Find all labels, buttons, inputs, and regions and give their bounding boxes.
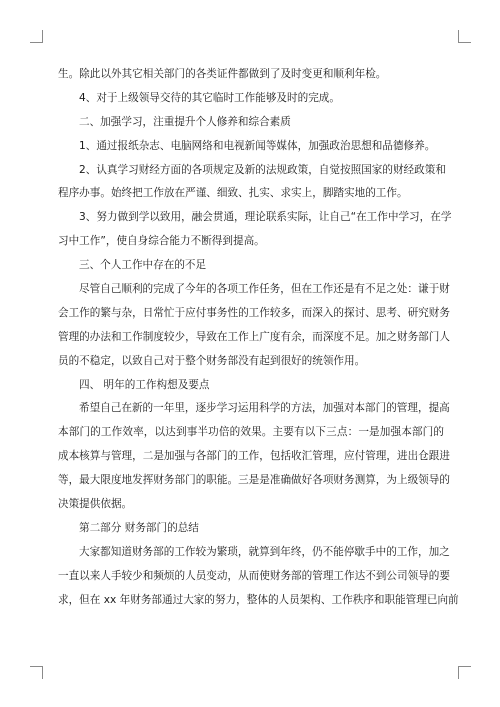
text-line: 大家都知道财务部的工作较为繁琐，就算到年终，仍不能停歇手中的工作，加之 <box>79 545 450 558</box>
text-line: 求，但在 xx 年财务部通过大家的努力，整体的人员架构、工作秩序和职能管理已向前 <box>58 593 459 606</box>
text-line: 三、个人工作中存在的不足 <box>79 259 207 272</box>
document-body <box>58 63 459 612</box>
text-line: 一直以来人手较少和频烦的人员变动，从而使财务部的管理工作达不到公司领导的要 <box>58 569 450 582</box>
text-line: 尽管自己顺利的完成了今年的各项工作任务，但在工作还是有不足之处：谦于财 <box>79 283 450 296</box>
text-line: 程序办事。始终把工作放在严谨、细致、扎实、求实上，脚踏实地的工作。 <box>58 187 408 200</box>
text-line: 4、对于上级领导交待的其它临时工作能够及时的完成。 <box>79 91 340 104</box>
text-line: 四、 明年的工作构想及要点 <box>79 378 210 391</box>
text-line: 第二部分 财务部门的总结 <box>79 521 199 534</box>
crop-mark-top-left <box>30 30 43 43</box>
text-line: 本部门的工作效率，以达到事半功倍的效果。主要有以下三点：一是加强本部门的 <box>58 426 444 439</box>
crop-mark-bottom-right <box>458 666 471 679</box>
crop-mark-top-right <box>458 30 471 43</box>
text-line: 二、加强学习，注重提升个人修养和综合素质 <box>79 115 291 128</box>
text-line: 3、努力做到学以致用，融会贯通，理论联系实际，让自己“在工作中学习，在学 <box>79 211 452 224</box>
text-line: 决策提供依据。 <box>58 498 133 511</box>
text-line: 希望自己在新的一年里，逐步学习运用科学的方法，加强对本部门的管理，提高 <box>79 402 450 415</box>
text-line: 1、通过报纸杂志、电脑网络和电视新闻等媒体，加强政治思想和品德修养。 <box>79 139 436 152</box>
text-line: 管理的办法和工作制度较少，导致在工作上广度有余，而深度不足。加之财务部门人 <box>58 330 450 343</box>
text-line: 2、认真学习财经方面的各项规定及新的法规政策，自觉按照国家的财经政策和 <box>79 163 446 176</box>
text-line: 员的不稳定，以致自己对于整个财务部没有起到很好的统领作用。 <box>58 354 366 367</box>
text-line: 成本核算与管理，二是加强与各部门的工作，包括收汇管理，应付管理，进出仓跟进 <box>58 450 450 463</box>
text-line: 生。除此以外其它相关部门的各类证件都做到了及时变更和顺利年检。 <box>58 68 387 80</box>
text-line: 等，最大限度地发挥财务部门的职能。三是是准确做好各项财务测算，为上级领导的 <box>58 474 450 487</box>
text-line: 会工作的繁与杂，日常忙于应付事务性的工作较多，而深入的探讨、思考、研究财务 <box>58 306 450 319</box>
crop-mark-bottom-left <box>30 666 43 679</box>
text-line: 习中工作”，使自身综合能力不断得到提高。 <box>58 235 265 248</box>
